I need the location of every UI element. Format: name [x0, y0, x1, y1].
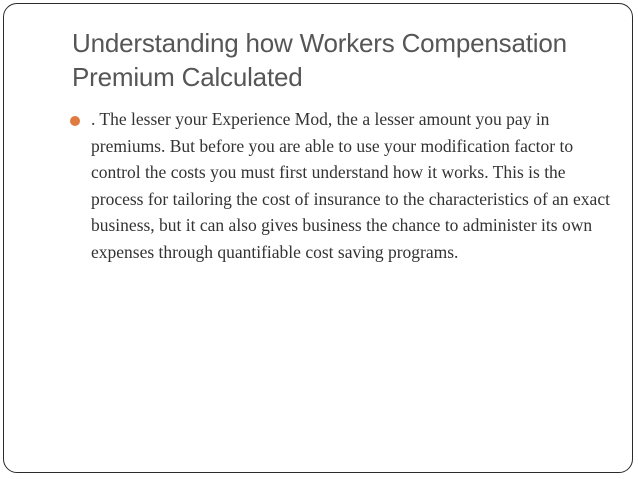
- bullet-list: [70, 106, 610, 265]
- slide-title: Understanding how Workers Compensation Premium Calculated: [72, 28, 567, 92]
- bullet-item: [70, 106, 610, 265]
- slide: [3, 3, 633, 473]
- bullet-text: . The lesser your Experience Mod, the a lesser amount you pay in premiums. But before you are able to use your modification factor to control the costs you must first understand how it works. This is the process for tailoring the cost of insurance to the characteristics of an exact business, but it can also gives business the chance to administer its own expenses through quantifiable cost saving programs.: [91, 109, 610, 262]
- bullet-dot-icon: [70, 116, 80, 126]
